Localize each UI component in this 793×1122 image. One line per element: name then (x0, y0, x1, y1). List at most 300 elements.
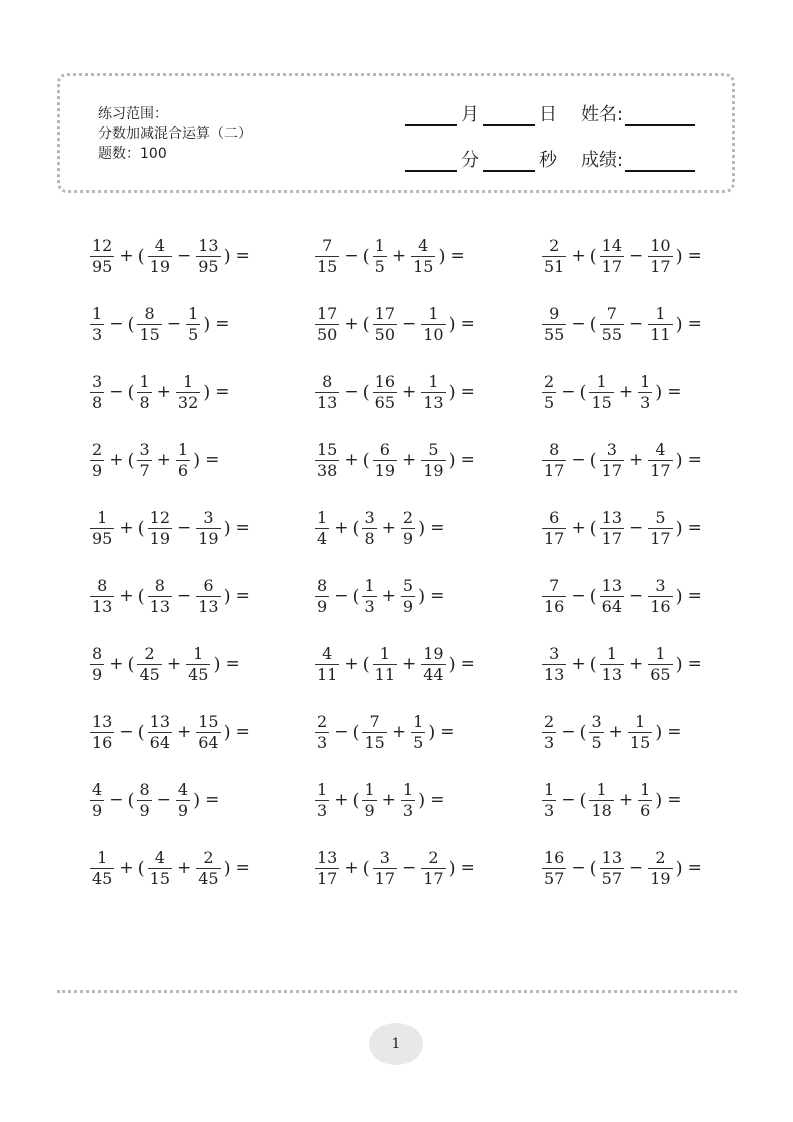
denominator: 17 (423, 868, 444, 888)
equals-sign: = (667, 722, 682, 742)
denominator: 3 (92, 324, 103, 344)
numerator: 7 (606, 303, 617, 323)
denominator: 13 (601, 664, 622, 684)
denominator: 44 (423, 664, 444, 684)
numerator: 13 (317, 847, 338, 867)
denominator: 51 (544, 256, 565, 276)
numerator: 9 (549, 303, 560, 323)
math-problem (313, 572, 444, 620)
numerator: 2 (203, 847, 214, 867)
denominator: 17 (544, 528, 565, 548)
operator: − (561, 382, 576, 402)
denominator: 15 (629, 732, 651, 752)
numerator: 19 (423, 643, 444, 663)
numerator: 15 (317, 439, 338, 459)
math-problem (88, 232, 250, 280)
fraction (542, 441, 566, 480)
equals-sign: = (460, 382, 475, 402)
denominator: 11 (374, 664, 395, 684)
close-paren: ) (193, 789, 201, 811)
numerator: 7 (322, 235, 333, 255)
numerator: 4 (418, 235, 429, 255)
open-paren: ( (362, 313, 370, 335)
operator: + (391, 722, 407, 742)
denominator: 95 (92, 256, 113, 276)
name-label: 姓名: (581, 104, 624, 125)
numerator: 13 (149, 711, 170, 731)
numerator: 1 (364, 779, 375, 799)
operator: − (402, 858, 417, 878)
math-problem (540, 504, 702, 552)
operator: + (402, 654, 417, 674)
numerator: 16 (544, 847, 565, 867)
open-paren: ( (137, 721, 145, 743)
math-problem (313, 436, 475, 484)
denominator: 17 (374, 868, 395, 888)
numerator: 8 (97, 575, 108, 595)
fraction (600, 441, 624, 480)
denominator: 17 (317, 868, 338, 888)
operator: + (629, 450, 644, 470)
equals-sign: = (667, 382, 682, 402)
fraction (90, 441, 104, 480)
fraction (362, 713, 386, 752)
numerator: 4 (154, 847, 165, 867)
equals-sign: = (687, 314, 702, 334)
open-paren: ( (362, 245, 370, 267)
numerator: 3 (549, 643, 560, 663)
fraction (137, 781, 151, 820)
denominator: 19 (650, 868, 671, 888)
denominator: 19 (374, 460, 395, 480)
numerator: 2 (317, 711, 328, 731)
denominator: 64 (149, 732, 170, 752)
numerator: 1 (413, 711, 424, 731)
math-problem (313, 640, 475, 688)
name-blank[interactable] (625, 104, 695, 126)
operator: − (629, 314, 644, 334)
operator: + (608, 722, 623, 742)
open-paren: ( (352, 585, 360, 607)
numerator: 3 (92, 371, 103, 391)
fraction (638, 373, 652, 412)
operator: + (571, 246, 586, 266)
numerator: 1 (188, 303, 199, 323)
fraction (362, 781, 376, 820)
numerator: 13 (198, 235, 219, 255)
open-paren: ( (589, 857, 597, 879)
numerator: 1 (379, 643, 390, 663)
fraction (362, 577, 376, 616)
numerator: 13 (601, 847, 622, 867)
denominator: 57 (601, 868, 622, 888)
fraction (421, 373, 445, 412)
operator: − (344, 382, 359, 402)
operator: + (381, 586, 396, 606)
numerator: 3 (591, 711, 602, 731)
fraction (589, 373, 613, 412)
fraction (90, 577, 114, 616)
math-problem (313, 368, 475, 416)
open-paren: ( (352, 721, 360, 743)
denominator: 16 (544, 596, 565, 616)
fraction (421, 441, 445, 480)
fraction (600, 305, 624, 344)
close-paren: ) (448, 857, 456, 879)
operator: + (119, 586, 134, 606)
fraction (411, 713, 425, 752)
minute-label: 分 (461, 150, 479, 171)
math-problem (540, 572, 702, 620)
close-paren: ) (655, 381, 663, 403)
operator: − (177, 518, 192, 538)
math-problem (540, 640, 702, 688)
fraction (373, 305, 397, 344)
fraction (315, 305, 339, 344)
fraction (315, 577, 329, 616)
open-paren: ( (589, 313, 597, 335)
denominator: 13 (92, 596, 113, 616)
denominator: 16 (650, 596, 671, 616)
numerator: 1 (177, 439, 189, 459)
second-blank[interactable] (483, 150, 535, 172)
operator: − (402, 314, 417, 334)
operator: + (344, 858, 359, 878)
close-paren: ) (675, 585, 683, 607)
math-problem (313, 708, 455, 756)
fraction (137, 441, 151, 480)
denominator: 11 (650, 324, 671, 344)
open-paren: ( (589, 653, 597, 675)
close-paren: ) (448, 449, 456, 471)
score-blank[interactable] (625, 150, 695, 172)
denominator: 9 (364, 800, 375, 820)
operator: − (109, 790, 124, 810)
numerator: 1 (606, 643, 617, 663)
close-paren: ) (448, 313, 456, 335)
fraction (648, 509, 672, 548)
denominator: 9 (177, 800, 189, 820)
equals-sign: = (235, 246, 250, 266)
operator: + (177, 858, 192, 878)
denominator: 45 (188, 664, 209, 684)
denominator: 55 (544, 324, 565, 344)
denominator: 8 (139, 392, 150, 412)
fraction (90, 237, 114, 276)
numerator: 6 (203, 575, 214, 595)
numerator: 4 (177, 779, 189, 799)
denominator: 9 (402, 596, 414, 616)
fraction (196, 713, 220, 752)
fraction (542, 305, 566, 344)
open-paren: ( (589, 517, 597, 539)
math-problem (88, 640, 240, 688)
open-paren: ( (579, 381, 587, 403)
equals-sign: = (235, 722, 250, 742)
math-problem (88, 436, 219, 484)
operator: − (629, 246, 644, 266)
fraction (148, 849, 172, 888)
numerator: 1 (317, 507, 328, 527)
math-problem (88, 844, 250, 892)
math-problem (313, 504, 444, 552)
equals-sign: = (225, 654, 240, 674)
operator: − (109, 314, 124, 334)
denominator: 19 (423, 460, 444, 480)
close-paren: ) (675, 653, 683, 675)
denominator: 15 (413, 256, 434, 276)
fraction (148, 237, 172, 276)
numerator: 1 (97, 847, 108, 867)
equals-sign: = (235, 858, 250, 878)
denominator: 9 (92, 800, 103, 820)
numerator: 16 (374, 371, 395, 391)
denominator: 45 (139, 664, 160, 684)
denominator: 5 (591, 732, 602, 752)
question-count: 题数：100 (98, 146, 167, 162)
fraction (600, 509, 624, 548)
math-problem (540, 232, 702, 280)
fraction (542, 373, 556, 412)
worksheet-header (57, 73, 735, 193)
operator: + (109, 654, 124, 674)
operator: − (571, 450, 586, 470)
denominator: 11 (317, 664, 338, 684)
operator: + (571, 654, 586, 674)
numerator: 8 (139, 779, 150, 799)
numerator: 2 (144, 643, 155, 663)
denominator: 50 (317, 324, 338, 344)
numerator: 5 (655, 507, 666, 527)
denominator: 13 (317, 392, 338, 412)
open-paren: ( (127, 449, 135, 471)
equals-sign: = (687, 858, 702, 878)
fraction (401, 781, 415, 820)
close-paren: ) (193, 449, 201, 471)
operator: + (119, 246, 134, 266)
equals-sign: = (430, 790, 445, 810)
operator: + (334, 790, 349, 810)
math-problem (540, 436, 702, 484)
math-problem (88, 776, 219, 824)
numerator: 1 (182, 371, 194, 391)
operator: + (156, 382, 171, 402)
close-paren: ) (675, 517, 683, 539)
fraction (90, 781, 104, 820)
day-blank[interactable] (483, 104, 535, 126)
numerator: 2 (544, 711, 555, 731)
numerator: 7 (369, 711, 380, 731)
operator: + (571, 518, 586, 538)
denominator: 5 (413, 732, 424, 752)
operator: − (571, 314, 586, 334)
fraction (90, 849, 114, 888)
operator: + (381, 790, 396, 810)
denominator: 7 (139, 460, 150, 480)
operator: + (156, 450, 171, 470)
fraction (638, 781, 652, 820)
operator: − (571, 586, 586, 606)
fraction (542, 509, 566, 548)
operator: + (119, 858, 134, 878)
numerator: 3 (364, 507, 375, 527)
operator: − (109, 382, 124, 402)
denominator: 17 (650, 528, 671, 548)
fraction (196, 237, 220, 276)
close-paren: ) (675, 313, 683, 335)
fraction (196, 849, 220, 888)
close-paren: ) (655, 789, 663, 811)
numerator: 13 (601, 575, 622, 595)
month-label: 月 (461, 104, 479, 125)
denominator: 65 (650, 664, 671, 684)
denominator: 55 (601, 324, 622, 344)
denominator: 17 (544, 460, 565, 480)
fraction (186, 645, 210, 684)
fraction (176, 373, 200, 412)
fraction (648, 849, 672, 888)
math-problem (88, 708, 250, 756)
numerator: 5 (428, 439, 439, 459)
equals-sign: = (215, 382, 230, 402)
denominator: 95 (92, 528, 113, 548)
denominator: 64 (601, 596, 622, 616)
month-blank[interactable] (405, 104, 457, 126)
denominator: 3 (364, 596, 375, 616)
numerator: 5 (402, 575, 414, 595)
open-paren: ( (137, 585, 145, 607)
close-paren: ) (213, 653, 221, 675)
numerator: 1 (402, 779, 414, 799)
operator: + (109, 450, 124, 470)
open-paren: ( (127, 789, 135, 811)
denominator: 3 (317, 800, 328, 820)
open-paren: ( (362, 857, 370, 879)
operator: − (156, 790, 171, 810)
equals-sign: = (687, 450, 702, 470)
math-problem (540, 776, 682, 824)
numerator: 13 (601, 507, 622, 527)
math-problem (313, 232, 465, 280)
denominator: 6 (177, 460, 189, 480)
denominator: 5 (374, 256, 385, 276)
operator: + (402, 450, 417, 470)
close-paren: ) (428, 721, 436, 743)
numerator: 8 (92, 643, 103, 663)
operator: − (629, 518, 644, 538)
close-paren: ) (223, 721, 231, 743)
numerator: 2 (655, 847, 666, 867)
numerator: 1 (640, 779, 651, 799)
denominator: 3 (544, 800, 555, 820)
fraction (315, 373, 339, 412)
operator: − (334, 722, 349, 742)
denominator: 57 (544, 868, 565, 888)
denominator: 50 (374, 324, 395, 344)
numerator: 1 (92, 303, 103, 323)
denominator: 19 (198, 528, 219, 548)
fraction (315, 237, 339, 276)
denominator: 95 (198, 256, 219, 276)
score-label: 成绩: (581, 150, 624, 171)
open-paren: ( (352, 517, 360, 539)
close-paren: ) (223, 245, 231, 267)
worksheet-info (98, 104, 252, 164)
numerator: 1 (193, 643, 204, 663)
denominator: 19 (149, 256, 170, 276)
close-paren: ) (675, 857, 683, 879)
fraction (542, 849, 566, 888)
fraction (315, 849, 339, 888)
practice-range-label: 练习范围： (98, 106, 168, 122)
numerator: 14 (601, 235, 622, 255)
open-paren: ( (579, 721, 587, 743)
numerator: 17 (374, 303, 395, 323)
denominator: 15 (139, 324, 160, 344)
numerator: 1 (428, 371, 439, 391)
operator: − (629, 858, 644, 878)
denominator: 45 (92, 868, 113, 888)
day-label: 日 (539, 104, 557, 125)
open-paren: ( (589, 585, 597, 607)
fraction (315, 441, 339, 480)
open-paren: ( (589, 245, 597, 267)
fraction (315, 781, 329, 820)
numerator: 8 (549, 439, 560, 459)
minute-blank[interactable] (405, 150, 457, 172)
numerator: 13 (92, 711, 113, 731)
fraction (600, 237, 624, 276)
close-paren: ) (675, 449, 683, 471)
fraction (315, 645, 339, 684)
denominator: 9 (317, 596, 328, 616)
time-score-row (405, 146, 695, 172)
equals-sign: = (235, 586, 250, 606)
fraction (148, 509, 172, 548)
denominator: 32 (177, 392, 199, 412)
denominator: 5 (188, 324, 199, 344)
fraction (648, 577, 672, 616)
fraction (648, 645, 672, 684)
numerator: 1 (317, 779, 328, 799)
denominator: 17 (601, 528, 622, 548)
math-problem (540, 300, 702, 348)
denominator: 45 (198, 868, 219, 888)
operator: + (334, 518, 349, 538)
numerator: 2 (92, 439, 103, 459)
equals-sign: = (687, 654, 702, 674)
numerator: 1 (640, 371, 651, 391)
numerator: 2 (549, 235, 560, 255)
fraction (401, 577, 415, 616)
denominator: 15 (364, 732, 385, 752)
numerator: 2 (402, 507, 414, 527)
fraction (373, 849, 397, 888)
fraction (600, 849, 624, 888)
fraction (542, 577, 566, 616)
fraction (90, 509, 114, 548)
operator: − (119, 722, 134, 742)
fraction (600, 577, 624, 616)
fraction (373, 237, 387, 276)
operator: − (177, 246, 192, 266)
fraction (421, 849, 445, 888)
denominator: 9 (139, 800, 150, 820)
page-number-badge (369, 1023, 423, 1065)
numerator: 3 (203, 507, 214, 527)
numerator: 1 (139, 371, 150, 391)
operator: + (166, 654, 182, 674)
